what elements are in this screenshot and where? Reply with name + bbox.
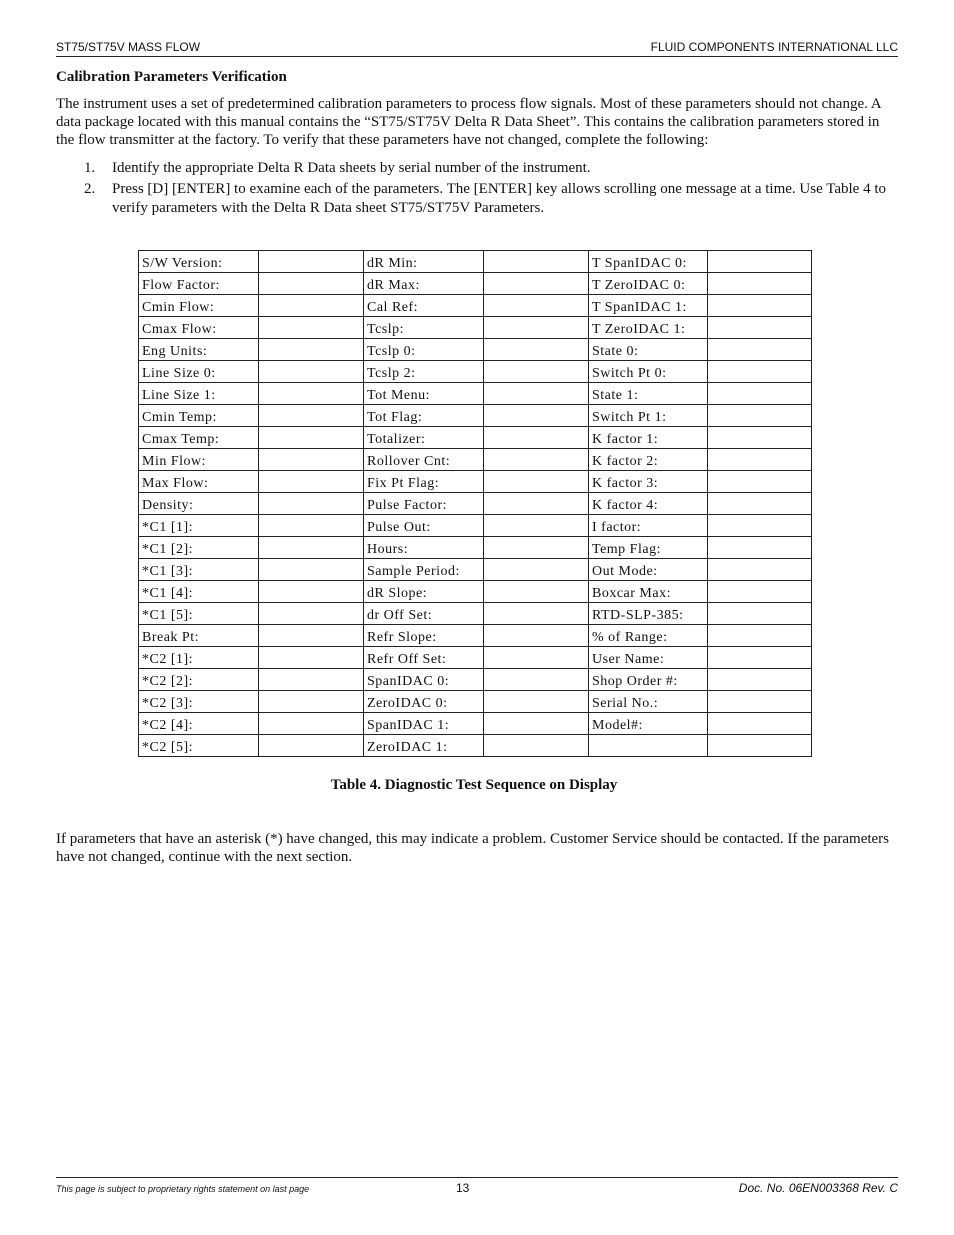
parameter-value-cell xyxy=(708,713,812,735)
table-row xyxy=(139,669,812,691)
parameter-value-cell xyxy=(708,515,812,537)
table-row xyxy=(139,383,812,405)
parameter-value-cell xyxy=(484,493,589,515)
table-row xyxy=(139,427,812,449)
parameter-value-cell xyxy=(484,713,589,735)
table-row xyxy=(139,581,812,603)
parameter-value-cell xyxy=(708,537,812,559)
parameter-label: Cmin Flow: xyxy=(139,295,259,317)
parameter-label: Switch Pt 0: xyxy=(589,361,708,383)
table-row xyxy=(139,537,812,559)
parameter-label: *C2 [3]: xyxy=(139,691,259,713)
parameter-value-cell xyxy=(259,713,364,735)
parameter-value-cell xyxy=(259,559,364,581)
page-footer xyxy=(56,1177,898,1198)
parameter-value-cell xyxy=(259,669,364,691)
table-row xyxy=(139,273,812,295)
parameter-label: Line Size 0: xyxy=(139,361,259,383)
parameter-label: Break Pt: xyxy=(139,625,259,647)
parameter-label: I factor: xyxy=(589,515,708,537)
parameter-label: ZeroIDAC 1: xyxy=(364,735,484,757)
parameter-label: K factor 4: xyxy=(589,493,708,515)
table-row xyxy=(139,625,812,647)
step-item xyxy=(56,180,901,218)
parameter-value-cell xyxy=(259,405,364,427)
parameter-value-cell xyxy=(259,625,364,647)
step-text: Identify the appropriate Delta R Data sheets by serial number of the instrument. xyxy=(112,160,591,176)
parameter-label: Serial No.: xyxy=(589,691,708,713)
table-row xyxy=(139,405,812,427)
parameter-label: *C1 [2]: xyxy=(139,537,259,559)
parameter-label: Cal Ref: xyxy=(364,295,484,317)
parameter-value-cell xyxy=(484,625,589,647)
parameter-label: Refr Off Set: xyxy=(364,647,484,669)
parameter-value-cell xyxy=(484,669,589,691)
parameter-label: *C2 [1]: xyxy=(139,647,259,669)
table-row xyxy=(139,295,812,317)
parameter-value-cell xyxy=(259,251,364,273)
parameter-label: Tot Flag: xyxy=(364,405,484,427)
parameter-label: Max Flow: xyxy=(139,471,259,493)
parameter-label: Eng Units: xyxy=(139,339,259,361)
parameter-label: Sample Period: xyxy=(364,559,484,581)
parameter-value-cell xyxy=(708,339,812,361)
parameter-value-cell xyxy=(259,273,364,295)
parameter-label: K factor 1: xyxy=(589,427,708,449)
parameter-label: Totalizer: xyxy=(364,427,484,449)
parameter-value-cell xyxy=(708,581,812,603)
parameter-label: dR Max: xyxy=(364,273,484,295)
header-company-name: FLUID COMPONENTS INTERNATIONAL LLC xyxy=(650,40,898,54)
parameter-value-cell xyxy=(484,471,589,493)
parameter-value-cell xyxy=(708,383,812,405)
parameter-label: Line Size 1: xyxy=(139,383,259,405)
parameter-label: Temp Flag: xyxy=(589,537,708,559)
parameter-value-cell xyxy=(708,647,812,669)
parameter-label: Hours: xyxy=(364,537,484,559)
parameter-label: dR Min: xyxy=(364,251,484,273)
parameter-value-cell xyxy=(484,317,589,339)
parameter-value-cell xyxy=(708,669,812,691)
parameter-value-cell xyxy=(484,273,589,295)
parameter-label: ZeroIDAC 0: xyxy=(364,691,484,713)
parameter-value-cell xyxy=(708,493,812,515)
parameter-label: *C1 [5]: xyxy=(139,603,259,625)
step-number: 1. xyxy=(84,160,96,176)
parameter-value-cell xyxy=(708,735,812,757)
parameter-value-cell xyxy=(259,295,364,317)
table-row xyxy=(139,449,812,471)
parameter-label: *C1 [1]: xyxy=(139,515,259,537)
parameter-label: User Name: xyxy=(589,647,708,669)
parameter-label: RTD-SLP-385: xyxy=(589,603,708,625)
parameter-label: Switch Pt 1: xyxy=(589,405,708,427)
parameter-value-cell xyxy=(484,251,589,273)
step-text: Press [D] [ENTER] to examine each of the parameters. The [ENTER] key allows scrolling one message at a time. Use Table 4 to verify parameters with the Delta R Data sheet ST75/ST75V Parameters. xyxy=(112,181,886,216)
table-caption: Table 4. Diagnostic Test Sequence on Display xyxy=(330,777,618,793)
table-row xyxy=(139,339,812,361)
parameter-value-cell xyxy=(484,361,589,383)
parameter-value-cell xyxy=(484,735,589,757)
parameter-label: dr Off Set: xyxy=(364,603,484,625)
footer-proprietary-notice: This page is subject to proprietary rights statement on last page xyxy=(56,1184,310,1194)
parameter-value-cell xyxy=(484,295,589,317)
parameter-value-cell xyxy=(259,471,364,493)
parameter-label: SpanIDAC 1: xyxy=(364,713,484,735)
parameter-value-cell xyxy=(484,559,589,581)
parameter-label: % of Range: xyxy=(589,625,708,647)
parameter-value-cell xyxy=(259,449,364,471)
parameter-label: T ZeroIDAC 0: xyxy=(589,273,708,295)
parameter-value-cell xyxy=(708,273,812,295)
footer-document-number: Doc. No. 06EN003368 Rev. C xyxy=(738,1181,898,1195)
table-row xyxy=(139,471,812,493)
parameter-value-cell xyxy=(484,537,589,559)
parameter-label: Cmin Temp: xyxy=(139,405,259,427)
parameter-value-cell xyxy=(484,647,589,669)
parameter-label: Refr Slope: xyxy=(364,625,484,647)
parameter-label: Pulse Factor: xyxy=(364,493,484,515)
parameter-label: *C2 [5]: xyxy=(139,735,259,757)
asterisk-note: If parameters that have an asterisk (*) have changed, this may indicate a problem. Customer Service should be contacted. If the parameters have not changed, continue with the next section. xyxy=(56,831,890,865)
step-number: 2. xyxy=(84,181,96,197)
parameter-label: Model#: xyxy=(589,713,708,735)
parameter-value-cell xyxy=(484,405,589,427)
table-row xyxy=(139,735,812,757)
section-title: Calibration Parameters Verification xyxy=(56,69,287,85)
parameter-label: Boxcar Max: xyxy=(589,581,708,603)
table-row xyxy=(139,515,812,537)
parameter-label: State 0: xyxy=(589,339,708,361)
parameters-table-body xyxy=(139,251,812,757)
table-row xyxy=(139,559,812,581)
table-row xyxy=(139,647,812,669)
table-row xyxy=(139,691,812,713)
steps-list xyxy=(56,159,901,220)
parameter-value-cell xyxy=(259,735,364,757)
parameter-label: T ZeroIDAC 1: xyxy=(589,317,708,339)
parameter-value-cell xyxy=(259,317,364,339)
parameter-value-cell xyxy=(708,603,812,625)
parameter-label: S/W Version: xyxy=(139,251,259,273)
parameter-label: Cmax Temp: xyxy=(139,427,259,449)
parameter-value-cell xyxy=(484,383,589,405)
table-row xyxy=(139,251,812,273)
parameter-value-cell xyxy=(708,295,812,317)
table-row xyxy=(139,713,812,735)
parameter-value-cell xyxy=(259,581,364,603)
table-row xyxy=(139,603,812,625)
parameters-table xyxy=(138,250,812,757)
parameter-value-cell xyxy=(259,383,364,405)
header-product-name: ST75/ST75V MASS FLOW xyxy=(56,40,201,54)
parameter-label: Fix Pt Flag: xyxy=(364,471,484,493)
parameter-label: Density: xyxy=(139,493,259,515)
parameter-label: T SpanIDAC 1: xyxy=(589,295,708,317)
parameter-value-cell xyxy=(708,405,812,427)
parameter-value-cell xyxy=(484,427,589,449)
parameter-label: *C1 [4]: xyxy=(139,581,259,603)
parameter-value-cell xyxy=(708,471,812,493)
table-row xyxy=(139,361,812,383)
parameter-value-cell xyxy=(259,361,364,383)
parameter-label: T SpanIDAC 0: xyxy=(589,251,708,273)
parameter-value-cell xyxy=(708,427,812,449)
parameter-label: *C2 [2]: xyxy=(139,669,259,691)
step-item xyxy=(56,159,901,178)
parameter-label: Rollover Cnt: xyxy=(364,449,484,471)
parameter-label: Pulse Out: xyxy=(364,515,484,537)
parameter-label: Out Mode: xyxy=(589,559,708,581)
parameter-value-cell xyxy=(484,691,589,713)
parameter-value-cell xyxy=(484,581,589,603)
parameter-value-cell xyxy=(259,515,364,537)
parameter-label: K factor 2: xyxy=(589,449,708,471)
parameter-label: *C2 [4]: xyxy=(139,713,259,735)
parameter-label xyxy=(589,735,708,757)
parameter-value-cell xyxy=(484,339,589,361)
parameter-value-cell xyxy=(259,691,364,713)
parameter-label: dR Slope: xyxy=(364,581,484,603)
parameter-value-cell xyxy=(259,493,364,515)
parameter-label: Tot Menu: xyxy=(364,383,484,405)
parameter-label: Min Flow: xyxy=(139,449,259,471)
parameter-value-cell xyxy=(708,691,812,713)
parameter-label: K factor 3: xyxy=(589,471,708,493)
parameter-value-cell xyxy=(708,625,812,647)
parameter-value-cell xyxy=(708,449,812,471)
parameter-label: Tcslp: xyxy=(364,317,484,339)
parameter-value-cell xyxy=(708,251,812,273)
parameter-value-cell xyxy=(259,603,364,625)
footer-page-number: 13 xyxy=(456,1181,470,1195)
parameter-label: SpanIDAC 0: xyxy=(364,669,484,691)
parameter-value-cell xyxy=(484,449,589,471)
table-row xyxy=(139,493,812,515)
parameter-value-cell xyxy=(708,559,812,581)
intro-paragraph: The instrument uses a set of predetermined calibration parameters to process flow signals. Most of these parameters should not change. A data package located with this manual contains the “ST75/ST75V Delta R Data Sheet”. This contains the calibration parameters stored in the flow transmitter at the factory. To verify that these parameters have not changed, complete the following: xyxy=(56,96,881,148)
parameter-label: Flow Factor: xyxy=(139,273,259,295)
parameter-label: Tcslp 2: xyxy=(364,361,484,383)
parameter-value-cell xyxy=(259,427,364,449)
table-row xyxy=(139,317,812,339)
page-header xyxy=(56,40,898,57)
parameter-label: Tcslp 0: xyxy=(364,339,484,361)
parameter-label: State 1: xyxy=(589,383,708,405)
parameter-value-cell xyxy=(708,361,812,383)
parameter-value-cell xyxy=(484,603,589,625)
parameter-value-cell xyxy=(259,647,364,669)
parameter-label: Shop Order #: xyxy=(589,669,708,691)
parameter-value-cell xyxy=(484,515,589,537)
parameter-value-cell xyxy=(259,339,364,361)
parameter-label: *C1 [3]: xyxy=(139,559,259,581)
parameter-label: Cmax Flow: xyxy=(139,317,259,339)
parameter-value-cell xyxy=(708,317,812,339)
parameter-value-cell xyxy=(259,537,364,559)
